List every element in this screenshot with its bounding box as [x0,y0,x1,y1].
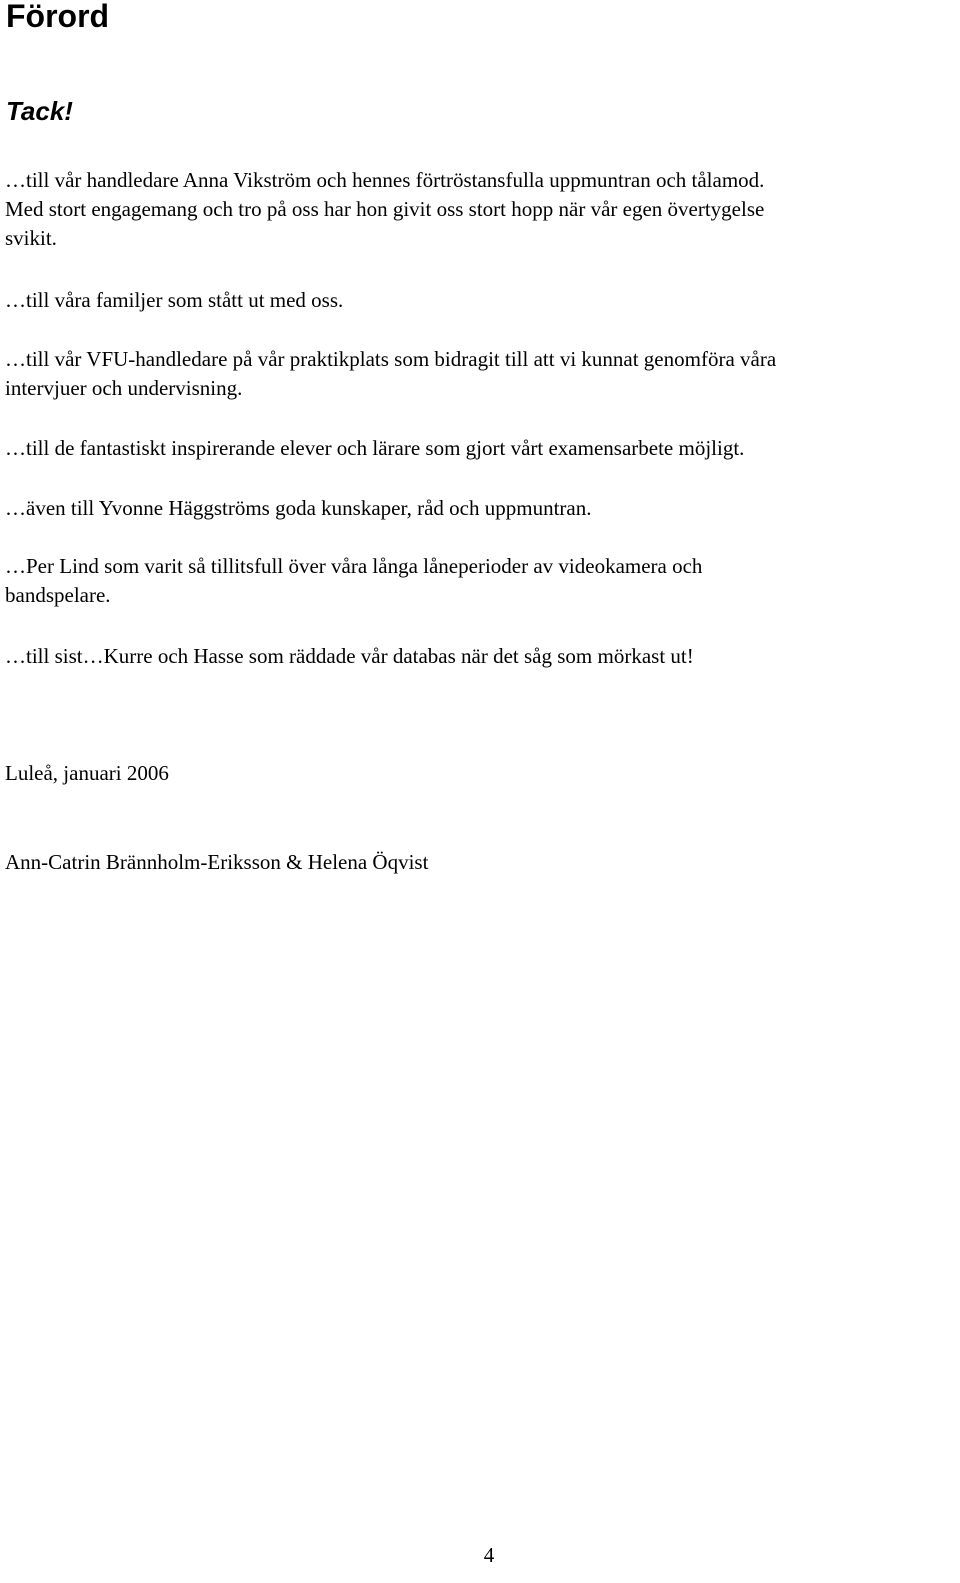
paragraph-yvonne [5,494,955,523]
paragraph-line: bandspelare. [5,583,111,607]
paragraph-line: …även till Yvonne Häggströms goda kunskaper, råd och uppmuntran. [5,496,592,520]
paragraph-families [5,286,955,315]
authors: Ann-Catrin Brännholm-Eriksson & Helena Öqvist [5,850,429,874]
paragraph-line: …till sist…Kurre och Hasse som räddade vår databas när det såg som mörkast ut! [5,644,694,668]
paragraph-line: Med stort engagemang och tro på oss har hon givit oss stort hopp när vår egen övertygelse [5,197,765,221]
paragraph-line: intervjuer och undervisning. [5,376,243,400]
page-number: 4 [483,1543,495,1567]
paragraph-supervisor [5,166,955,253]
paragraph-line: …till vår handledare Anna Vikström och hennes förtröstansfulla uppmuntran och tålamod. [5,168,765,192]
paragraph-line: svikit. [5,226,57,250]
section-subtitle: Tack! [6,96,73,126]
paragraph-line: …till vår VFU-handledare på vår praktikplats som bidragit till att vi kunnat genomföra våra [5,347,777,371]
paragraph-vfu-supervisor [5,345,955,403]
paragraph-line: …Per Lind som varit så tillitsfull över våra långa låneperioder av videokamera och [5,554,703,578]
page-title: Förord [6,0,110,34]
paragraph-line: …till våra familjer som stått ut med oss. [5,288,344,312]
paragraph-line: …till de fantastiskt inspirerande elever och lärare som gjort vårt examensarbete möjligt. [5,436,745,460]
place-date: Luleå, januari 2006 [5,761,169,785]
paragraph-per-lind [5,552,955,610]
paragraph-last [5,642,955,671]
paragraph-students-teachers [5,434,955,463]
